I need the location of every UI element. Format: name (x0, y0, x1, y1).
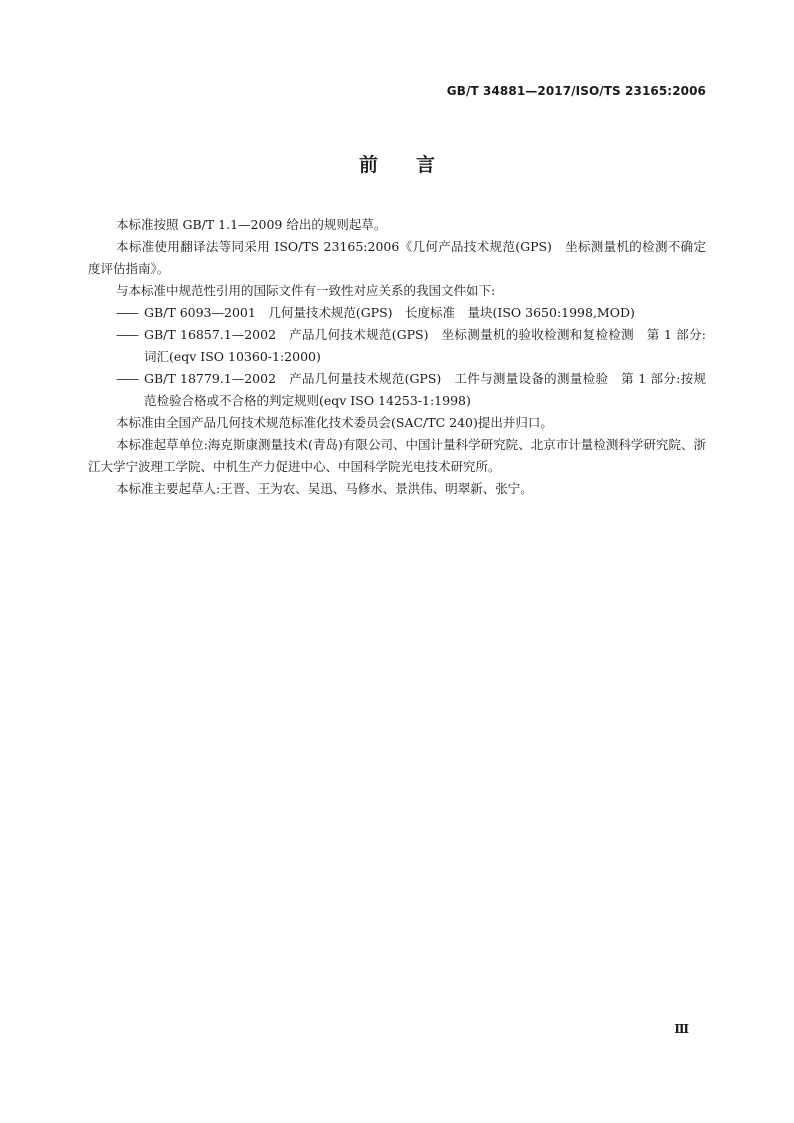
reference-text: GB/T 16857.1—2002 产品几何技术规范(GPS) 坐标测量机的验收检测和复检检测 第 1 部分:词汇(eqv ISO 10360-1:2000) (144, 327, 706, 364)
reference-item (88, 302, 706, 324)
proposer-paragraph: 本标准由全国产品几何技术规范标准化技术委员会(SAC/TC 240)提出并归口。 (116, 415, 553, 430)
foreword-body (88, 214, 706, 500)
list-dash: —— (116, 327, 137, 342)
correspondence-intro-paragraph: 与本标准中规范性引用的国际文件有一致性对应关系的我国文件如下: (116, 283, 496, 298)
drafting-rules-paragraph: 本标准按照 GB/T 1.1—2009 给出的规则起草。 (116, 217, 387, 232)
drafters-paragraph: 本标准主要起草人:王晋、王为农、吴迅、马修水、景洪伟、明翠新、张宁。 (116, 481, 533, 496)
page-number: Ⅲ (674, 1022, 688, 1036)
drafting-units-paragraph: 本标准起草单位:海克斯康测量技术(青岛)有限公司、中国计量科学研究院、北京市计量检测科学研究院、浙江大学宁波理工学院、中机生产力促进中心、中国科学院光电技术研究所。 (88, 437, 706, 474)
standard-number-header: GB/T 34881—2017/ISO/TS 23165:2006 (446, 84, 706, 98)
list-dash: —— (116, 305, 137, 320)
adoption-paragraph: 本标准使用翻译法等同采用 ISO/TS 23165:2006《几何产品技术规范(GPS) 坐标测量机的检测不确定度评估指南》。 (88, 239, 706, 276)
reference-item (88, 324, 706, 368)
list-dash: —— (116, 371, 137, 386)
reference-text: GB/T 6093—2001 几何量技术规范(GPS) 长度标准 量块(ISO 3650:1998,MOD) (144, 305, 635, 320)
page-title: 前言 (358, 154, 473, 176)
reference-item (88, 368, 706, 412)
reference-text: GB/T 18779.1—2002 产品几何量技术规范(GPS) 工件与测量设备的测量检验 第 1 部分:按规范检验合格或不合格的判定规则(eqv ISO 14253-1:1998) (144, 371, 706, 408)
